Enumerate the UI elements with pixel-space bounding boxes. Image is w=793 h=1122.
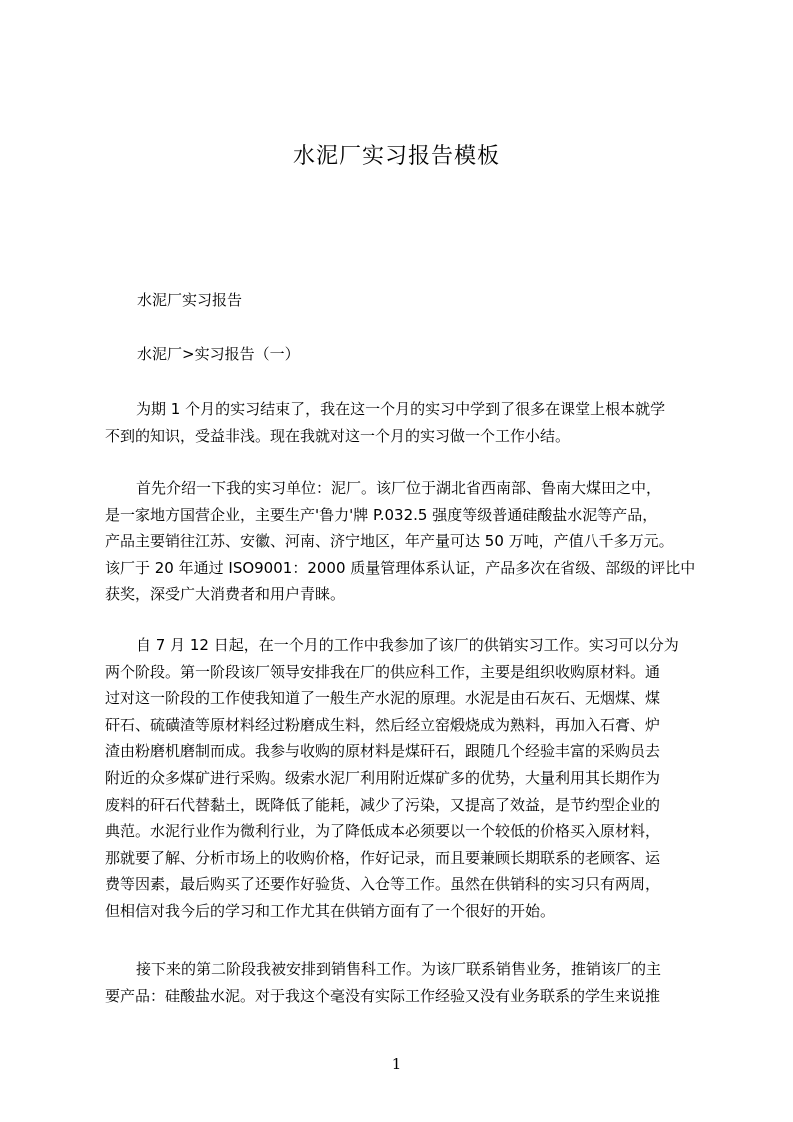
paragraph-line: 废料的矸石代替黏土，既降低了能耗，减少了污染，又提高了效益，是节约型企业的 (105, 795, 661, 814)
paragraph-line: 但相信对我今后的学习和工作尤其在供销方面有了一个很好的开始。 (105, 901, 556, 920)
paragraph-procurement (105, 632, 701, 925)
paragraph-line: 渣由粉磨机磨制而成。我参与收购的原材料是煤矸石，跟随几个经验丰富的采购员去 (105, 742, 661, 761)
paragraph-line: 接下来的第二阶段我被安排到销售科工作。为该厂联系销售业务，推销该厂的主 (136, 960, 662, 978)
paragraph-line: 为期 1 个月的实习结束了，我在这一个月的实习中学到了很多在课堂上根本就学 (136, 400, 666, 418)
page-number: 1 (391, 1055, 402, 1073)
paragraph-line: 首先介绍一下我的实习单位：泥厂。该厂位于湖北省西南部、鲁南大煤田之中， (136, 479, 662, 497)
paragraph-line: 那就要了解、分析市场上的收购价格，作好记录，而且要兼顾长期联系的老顾客、运 (105, 848, 661, 867)
paragraph-line: 费等因素，最后购买了还要作好验货、入仓等工作。虽然在供销科的实习只有两周， (105, 875, 661, 894)
paragraph-sales (105, 956, 701, 1009)
subheading-report-one: 水泥厂>实习报告（一） (137, 345, 300, 363)
paragraph-line: 要产品：硅酸盐水泥。对于我这个毫没有实际工作经验又没有业务联系的学生来说推 (105, 986, 661, 1005)
paragraph-line: 典范。水泥行业作为微利行业，为了降低成本必须要以一个较低的价格买入原材料， (105, 822, 661, 841)
paragraph-line: 矸石、硫磺渣等原材料经过粉磨成生料，然后经立窑煅烧成为熟料，再加入石膏、炉 (105, 715, 661, 734)
paragraph-line: 获奖，深受广大消费者和用户青睐。 (105, 585, 346, 604)
paragraph-line: 两个阶段。第一阶段该厂领导安排我在厂的供应科工作，主要是组织收购原材料。通 (105, 662, 661, 681)
paragraph-company (105, 475, 701, 608)
paragraph-line: 该厂于 20 年通过 ISO9001：2000 质量管理体系认证，产品多次在省级、部级的评比中 (105, 558, 696, 577)
document-title: 水泥厂实习报告模板 (292, 144, 500, 169)
paragraph-line: 过对这一阶段的工作使我知道了一般生产水泥的原理。水泥是由石灰石、无烟煤、煤 (105, 689, 661, 708)
paragraph-line: 产品主要销往江苏、安徽、河南、济宁地区，年产量可达 50 万吨，产值八千多万元。 (105, 532, 674, 551)
paragraph-line: 不到的知识，受益非浅。现在我就对这一个月的实习做一个工作小结。 (105, 426, 571, 445)
paragraph-intro (105, 396, 701, 449)
subheading-report: 水泥厂实习报告 (137, 291, 243, 309)
paragraph-line: 附近的众多煤矿进行采购。级索水泥厂利用附近煤矿多的优势，大量利用其长期作为 (105, 768, 661, 787)
paragraph-line: 是一家地方国营企业，主要生产'鲁力'牌 P.032.5 强度等级普通硅酸盐水泥等产品， (105, 505, 658, 524)
paragraph-line: 自 7 月 12 日起，在一个月的工作中我参加了该厂的供销实习工作。实习可以分为 (136, 636, 679, 654)
